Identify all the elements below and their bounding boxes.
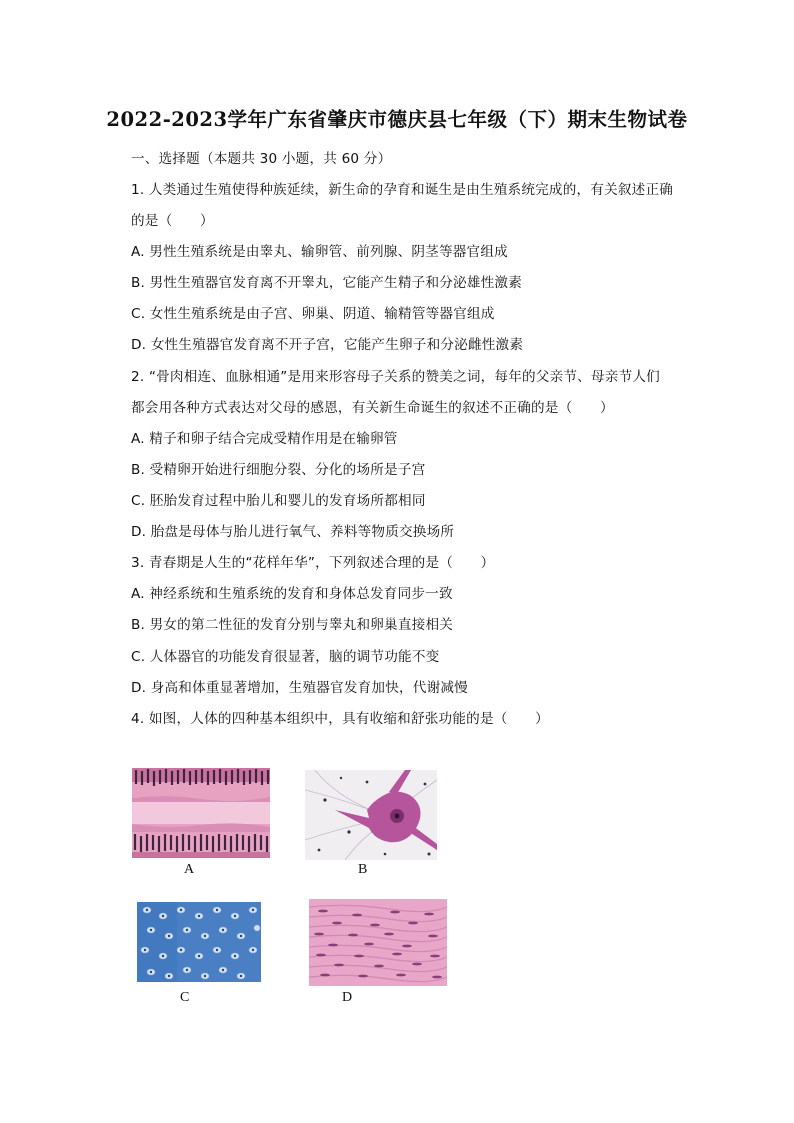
- question-3-option-c: C. 人体器官的功能发育很显著，脑的调节功能不变: [131, 649, 440, 665]
- page-title: 2022-2023学年广东省肇庆市德庆县七年级（下）期末生物试卷: [106, 108, 688, 131]
- tissue-image-b: [305, 770, 437, 860]
- question-3-option-b: B. 男女的第二性征的发育分别与睾丸和卵巢直接相关: [131, 617, 454, 633]
- question-1-option-d: D. 女性生殖器官发育离不开子宫，它能产生卵子和分泌雌性激素: [131, 337, 524, 353]
- question-1-option-a: A. 男性生殖系统是由睾丸、输卵管、前列腺、阴茎等器官组成: [131, 244, 508, 260]
- question-2-option-c: C. 胚胎发育过程中胎儿和婴儿的发育场所都相同: [131, 493, 426, 509]
- question-2-option-b: B. 受精卵开始进行细胞分裂、分化的场所是子宫: [131, 462, 426, 478]
- question-4-stem: 4. 如图，人体的四种基本组织中，具有收缩和舒张功能的是（ ）: [131, 711, 549, 727]
- question-2-option-d: D. 胎盘是母体与胎儿进行氧气、养料等物质交换场所: [131, 524, 455, 540]
- question-3-option-a: A. 神经系统和生殖系统的发育和身体总发育同步一致: [131, 586, 453, 602]
- question-1-stem-line-1: 1. 人类通过生殖使得种族延续，新生命的孕育和诞生是由生殖系统完成的，有关叙述正确: [131, 182, 674, 198]
- figure-label-b: B: [358, 862, 368, 877]
- tissue-image-c: [137, 902, 261, 982]
- question-1-option-c: C. 女性生殖系统是由子宫、卵巢、阴道、输精管等器官组成: [131, 306, 495, 322]
- question-3-option-d: D. 身高和体重显著增加，生殖器官发育加快，代谢减慢: [131, 680, 468, 696]
- section-heading: 一、选择题（本题共 30 小题，共 60 分）: [131, 151, 392, 167]
- tissue-image-d: [309, 899, 447, 986]
- figure-label-c: C: [180, 990, 190, 1005]
- question-2-stem-line-2: 都会用各种方式表达对父母的感恩，有关新生命诞生的叙述不正确的是（ ）: [131, 400, 614, 416]
- figure-label-d: D: [342, 990, 353, 1005]
- question-3-stem: 3. 青春期是人生的“花样年华”，下列叙述合理的是（ ）: [131, 555, 495, 571]
- question-2-option-a: A. 精子和卵子结合完成受精作用是在输卵管: [131, 431, 398, 447]
- figure-label-a: A: [184, 862, 195, 877]
- question-2-stem-line-1: 2. “骨肉相连、血脉相通”是用来形容母子关系的赞美之词，每年的父亲节、母亲节人们: [131, 369, 660, 385]
- question-1-option-b: B. 男性生殖器官发育离不开睾丸，它能产生精子和分泌雄性激素: [131, 275, 522, 291]
- question-1-stem-line-2: 的是（ ）: [131, 213, 214, 229]
- tissue-image-a: [132, 768, 270, 858]
